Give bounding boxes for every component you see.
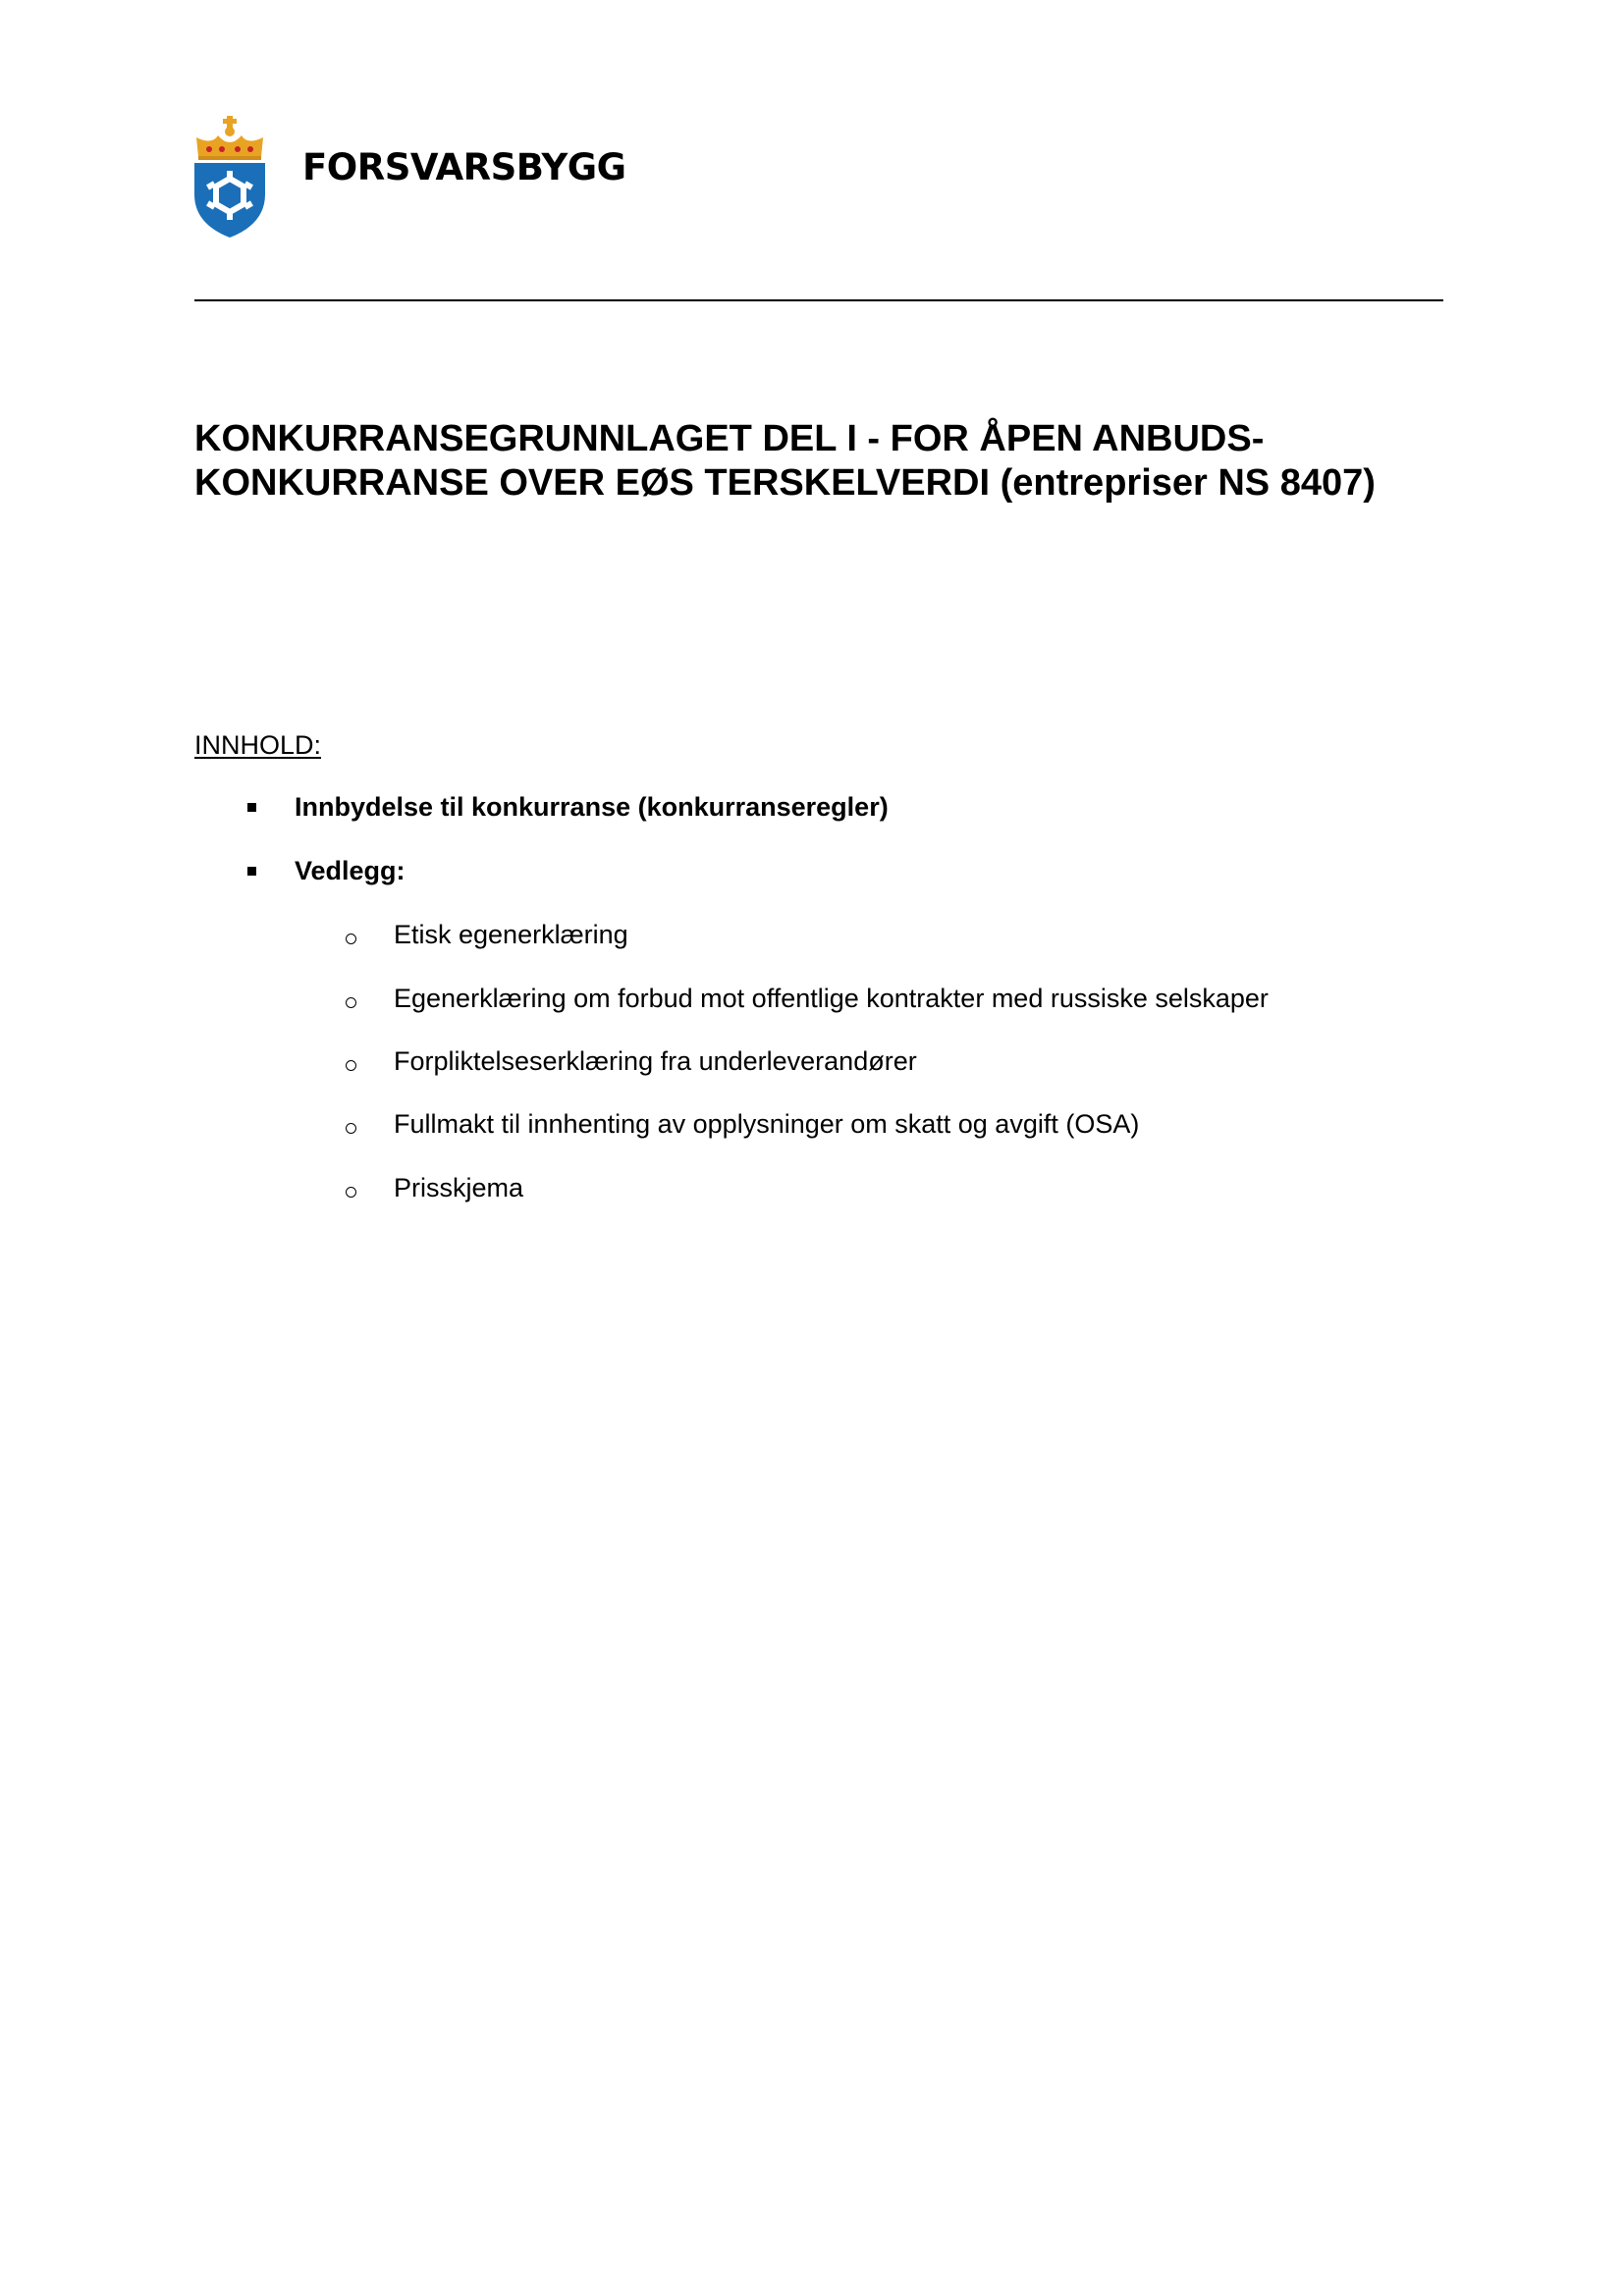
forsvarsbygg-logo-icon bbox=[192, 114, 267, 240]
attachment-item: Egenerklæring om forbud mot offentlige kontrakter med russiske selskaper bbox=[394, 984, 1269, 1013]
attachment-item: Forpliktelseserklæring fra underleverandører bbox=[394, 1046, 917, 1076]
circle-bullet-icon bbox=[346, 1187, 356, 1198]
attachment-item: Prisskjema bbox=[394, 1173, 524, 1202]
header-divider bbox=[194, 299, 1443, 301]
forsvarsbygg-logo-text: FORSVARSBYGG bbox=[302, 146, 626, 188]
square-bullet-icon bbox=[247, 867, 256, 876]
square-bullet-icon bbox=[247, 803, 256, 812]
attachment-item: Fullmakt til innhenting av opplysninger om skatt og avgift (OSA) bbox=[394, 1109, 1140, 1139]
document-title-line-2: KONKURRANSE OVER EØS TERSKELVERDI (entrepriser NS 8407) bbox=[194, 462, 1376, 504]
attachment-item: Etisk egenerklæring bbox=[394, 920, 628, 949]
document-title-line-1: KONKURRANSEGRUNNLAGET DEL I - FOR ÅPEN ANBUDS- bbox=[194, 418, 1265, 459]
contents-item-invitation: Innbydelse til konkurranse (konkurranseregler) bbox=[295, 792, 889, 822]
circle-bullet-icon bbox=[346, 1123, 356, 1134]
circle-bullet-icon bbox=[346, 1060, 356, 1071]
circle-bullet-icon bbox=[346, 934, 356, 944]
contents-heading: INNHOLD: bbox=[194, 730, 322, 760]
circle-bullet-icon bbox=[346, 997, 356, 1008]
contents-item-attachments: Vedlegg: bbox=[295, 856, 406, 885]
document-title bbox=[194, 417, 1471, 506]
